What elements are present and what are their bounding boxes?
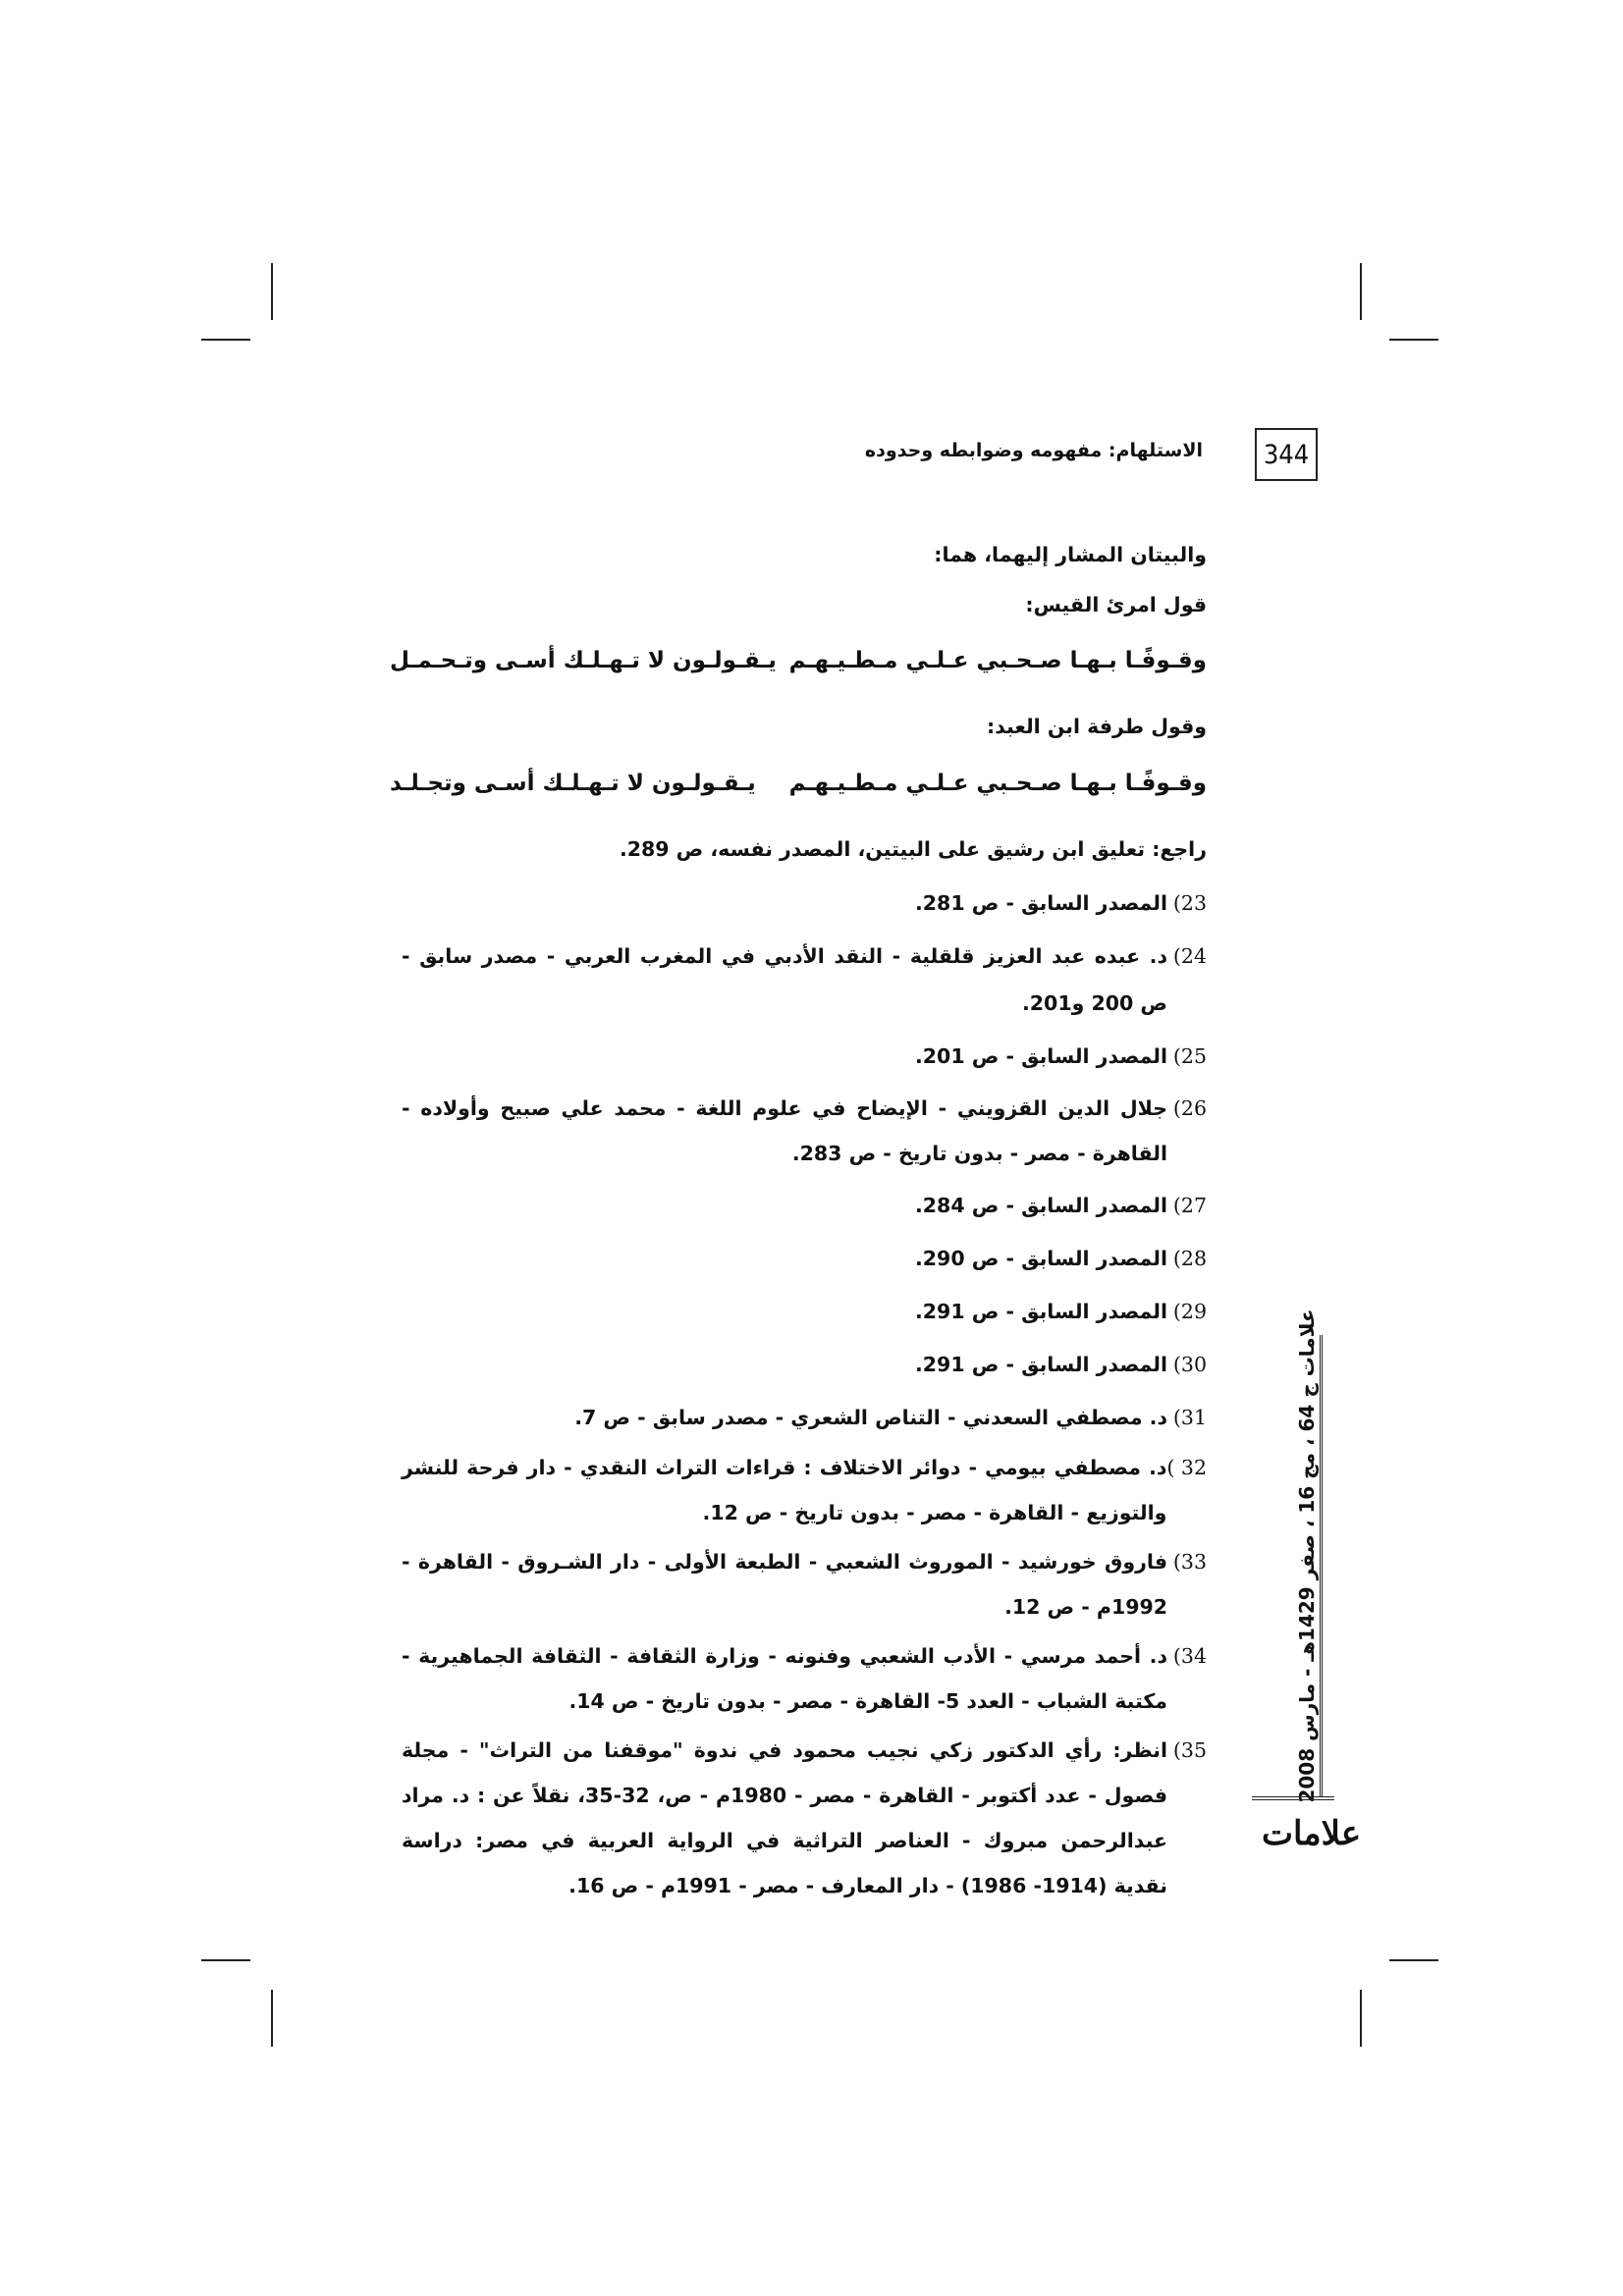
intro-line-4: راجع: تعليق ابن رشيق على البيتين، المصدر نفسه، ص 289.	[619, 837, 1207, 861]
endnote-number: 25)	[1172, 1044, 1207, 1068]
journal-logo: علامات	[1262, 1814, 1362, 1853]
endnote-number: 35)	[1172, 1738, 1207, 1762]
endnote-number: 34)	[1172, 1644, 1207, 1668]
intro-line-1: والبيتان المشار إليهما، هما:	[934, 543, 1207, 566]
crop-mark-bottom-left-h	[201, 1959, 250, 1961]
endnote-text: د. عبده عبد العزيز قلقلية - النقد الأدبي في المغرب العربي - مصدر سابق - ص 200 و201.	[402, 944, 1167, 1015]
endnote	[402, 880, 1207, 927]
endnote-number: 24)	[1172, 944, 1207, 968]
endnote-number: 33)	[1172, 1550, 1207, 1574]
endnote	[402, 933, 1207, 1027]
endnote-number: 26)	[1172, 1096, 1207, 1120]
endnote-text: د. مصطفي السعدني - التناص الشعري - مصدر سابق - ص 7.	[574, 1406, 1167, 1429]
endnote-text: انظر: رأي الدكتور زكي نجيب محمود في ندوة "موقفنا من التراث" - مجلة فصول - عدد أكتوبر - القاهرة - مصر - 1980م - ص، 32-35، نقلاً عن : د. مراد عبدالرحمن مبروك - العناصر التراثية في الرواية العربية في مصر: دراسة نقدية (1914- 1986) - دار المعارف - مصر - 1991م - ص 16.	[402, 1738, 1167, 1897]
endnote	[402, 1235, 1207, 1282]
journal-issue-info	[1293, 1308, 1321, 1803]
endnote-text: المصدر السابق - ص 291.	[915, 1300, 1167, 1323]
endnote-number: 28)	[1172, 1247, 1207, 1270]
crop-mark-bottom-right-h	[1389, 1959, 1438, 1961]
page-number-box	[1255, 428, 1318, 481]
journal-issue-text: علامات ج 64 ، مج 16 ، صفر 1429هـ - مارس 2008	[1295, 1308, 1319, 1803]
crop-mark-top-left	[271, 263, 273, 320]
endnotes-list	[402, 880, 1207, 1908]
endnote	[402, 1288, 1207, 1335]
endnote-number: 31)	[1172, 1406, 1207, 1429]
crop-mark-top-right-h	[1389, 339, 1438, 341]
endnote-text: فاروق خورشيد - الموروث الشعبي - الطبعة الأولى - دار الشـروق - القاهرة - 1992م - ص 12.	[402, 1550, 1167, 1619]
endnote	[402, 1539, 1207, 1629]
sidebar-horizontal-rule	[1252, 1796, 1334, 1800]
endnote	[402, 1728, 1207, 1908]
endnote-number: 30)	[1172, 1353, 1207, 1376]
endnote-text: المصدر السابق - ص 201.	[915, 1044, 1167, 1068]
running-head: الاستلهام: مفهومه وضوابطه وحدوده	[864, 440, 1203, 461]
endnote-text: المصدر السابق - ص 291.	[915, 1353, 1167, 1376]
endnote	[402, 1633, 1207, 1724]
crop-mark-bottom-right	[1360, 1990, 1362, 2047]
endnote-number: 32 )	[1166, 1456, 1207, 1479]
endnote	[402, 1033, 1207, 1080]
endnote	[402, 1182, 1207, 1229]
endnote-text: جلال الدين القزويني - الإيضاح في علوم اللغة - محمد علي صبيح وأولاده - القاهرة - مصر - بدون تاريخ - ص 283.	[402, 1096, 1167, 1165]
verse-2-first-hemistich: وقـوفًـا بـهـا صـحـبي عـلـي مـطـيـهـم	[788, 771, 1207, 796]
endnote-text: د. أحمد مرسي - الأدب الشعبي وفنونه - وزارة الثقافة - الثقافة الجماهيرية - مكتبة الشباب - العدد 5- القاهرة - مصر - بدون تاريخ - ص 14.	[402, 1644, 1167, 1713]
intro-line-3: وقول طرفة ابن العبد:	[986, 715, 1207, 738]
crop-mark-top-left-h	[201, 339, 250, 341]
intro-line-2: قول امرئ القيس:	[1025, 593, 1207, 616]
crop-mark-top-right	[1360, 263, 1362, 320]
endnote-text: المصدر السابق - ص 281.	[915, 891, 1167, 915]
endnote-text: المصدر السابق - ص 284.	[915, 1194, 1167, 1217]
endnote	[402, 1341, 1207, 1388]
verse-1-first-hemistich: وقـوفًـا بـهـا صـحـبي عـلـي مـطـيـهـم	[788, 648, 1207, 673]
endnote-number: 29)	[1172, 1300, 1207, 1323]
endnote	[402, 1086, 1207, 1176]
verse-1	[0, 648, 1623, 687]
crop-mark-bottom-left	[271, 1990, 273, 2047]
verse-2	[0, 771, 1623, 810]
endnote	[402, 1394, 1207, 1441]
page-number: 344	[1263, 439, 1310, 470]
endnote-text: د. مصطفي بيومي - دوائر الاختلاف : قراءات التراث النقدي - دار فرحة للنشر والتوزيع - القاهرة - مصر - بدون تاريخ - ص 12.	[402, 1456, 1167, 1524]
verse-2-second-hemistich: يـقـولـون لا تـهـلـك أسـى وتجـلـد	[390, 771, 756, 796]
endnote-number: 23)	[1172, 891, 1207, 915]
verse-1-second-hemistich: يـقـولـون لا تـهـلـك أسـى وتـحـمـل	[390, 648, 777, 673]
endnote	[402, 1445, 1207, 1535]
endnote-text: المصدر السابق - ص 290.	[915, 1247, 1167, 1270]
endnote-number: 27)	[1172, 1194, 1207, 1217]
